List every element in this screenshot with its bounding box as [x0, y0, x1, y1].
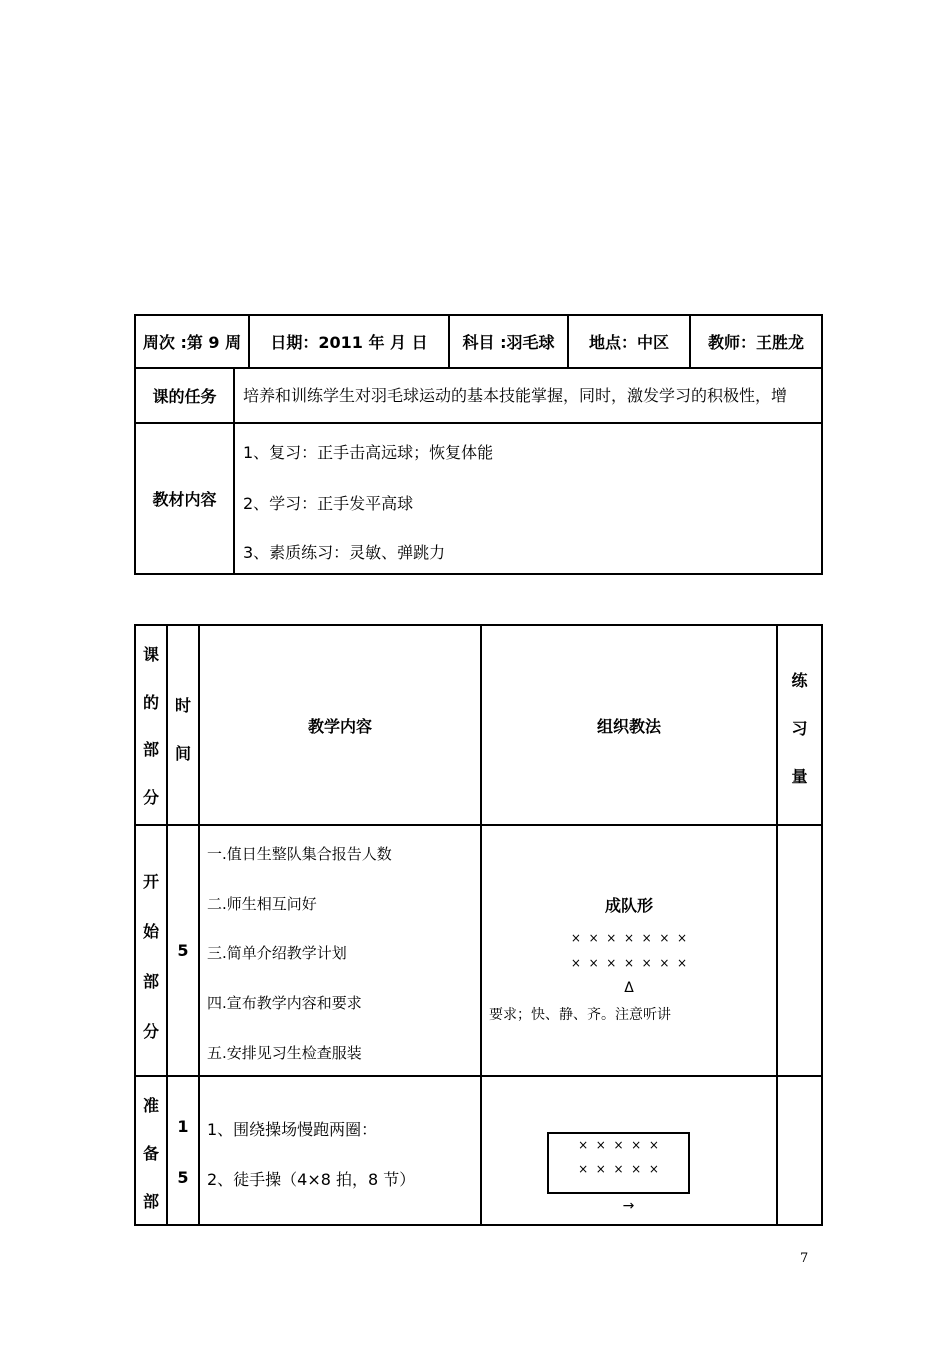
formation-row: × × × × × × ×: [570, 956, 688, 970]
content-item: 二.师生相互问好: [207, 895, 317, 913]
time-prep-2: 5: [177, 1168, 189, 1187]
content-item: 一.值日生整队集合报告人数: [207, 845, 392, 863]
task-label: 课的任务: [152, 387, 217, 406]
content-item: 四.宣布教学内容和要求: [207, 994, 362, 1012]
requirement-text: 要求；快、静、齐。注意听讲: [489, 1007, 671, 1023]
formation-row: × × × × ×: [578, 1138, 659, 1152]
teacher-cell: 教师：王胜龙: [707, 333, 804, 352]
part-prep: 准 备 部: [142, 1095, 159, 1211]
time-start: 5: [177, 941, 189, 960]
formation-title: 成队形: [604, 896, 653, 915]
date-cell: 日期：2011 年 月 日: [270, 333, 428, 352]
week-cell: 周次 :第 9 周: [142, 333, 242, 352]
formation-row: × × × × × × ×: [570, 931, 688, 945]
part-header: 课 的 部 分: [142, 645, 159, 807]
content-item: 2、徒手操（4×8 拍，8 节）: [207, 1170, 416, 1189]
time-prep-1: 1: [177, 1117, 189, 1136]
materials-item: 2、学习：正手发平高球: [243, 494, 414, 513]
materials-label: 教材内容: [152, 490, 217, 509]
materials-item: 3、素质练习：灵敏、弹跳力: [243, 543, 446, 562]
arrow-icon: →: [622, 1198, 635, 1214]
time-header: 时 间: [174, 695, 191, 763]
teacher-mark: Δ: [624, 980, 634, 996]
content-item: 三.简单介绍教学计划: [207, 944, 347, 962]
content-item: 五.安排见习生检查服装: [207, 1044, 362, 1062]
amount-header: 练 习 量: [791, 670, 808, 787]
formation-row: × × × × ×: [578, 1162, 659, 1176]
materials-item: 1、复习：正手击高远球；恢复体能: [243, 443, 494, 462]
method-header: 组织教法: [596, 716, 661, 736]
content-header: 教学内容: [307, 716, 372, 736]
page-number: 7: [800, 1251, 809, 1266]
task-text: 培养和训练学生对羽毛球运动的基本技能掌握，同时，激发学习的积极性，增: [243, 386, 788, 405]
part-start: 开 始 部 分: [142, 871, 159, 1041]
location-cell: 地点：中区: [588, 333, 669, 352]
subject-cell: 科目 :羽毛球: [462, 333, 555, 352]
content-item: 1、围绕操场慢跑两圈：: [207, 1120, 378, 1139]
